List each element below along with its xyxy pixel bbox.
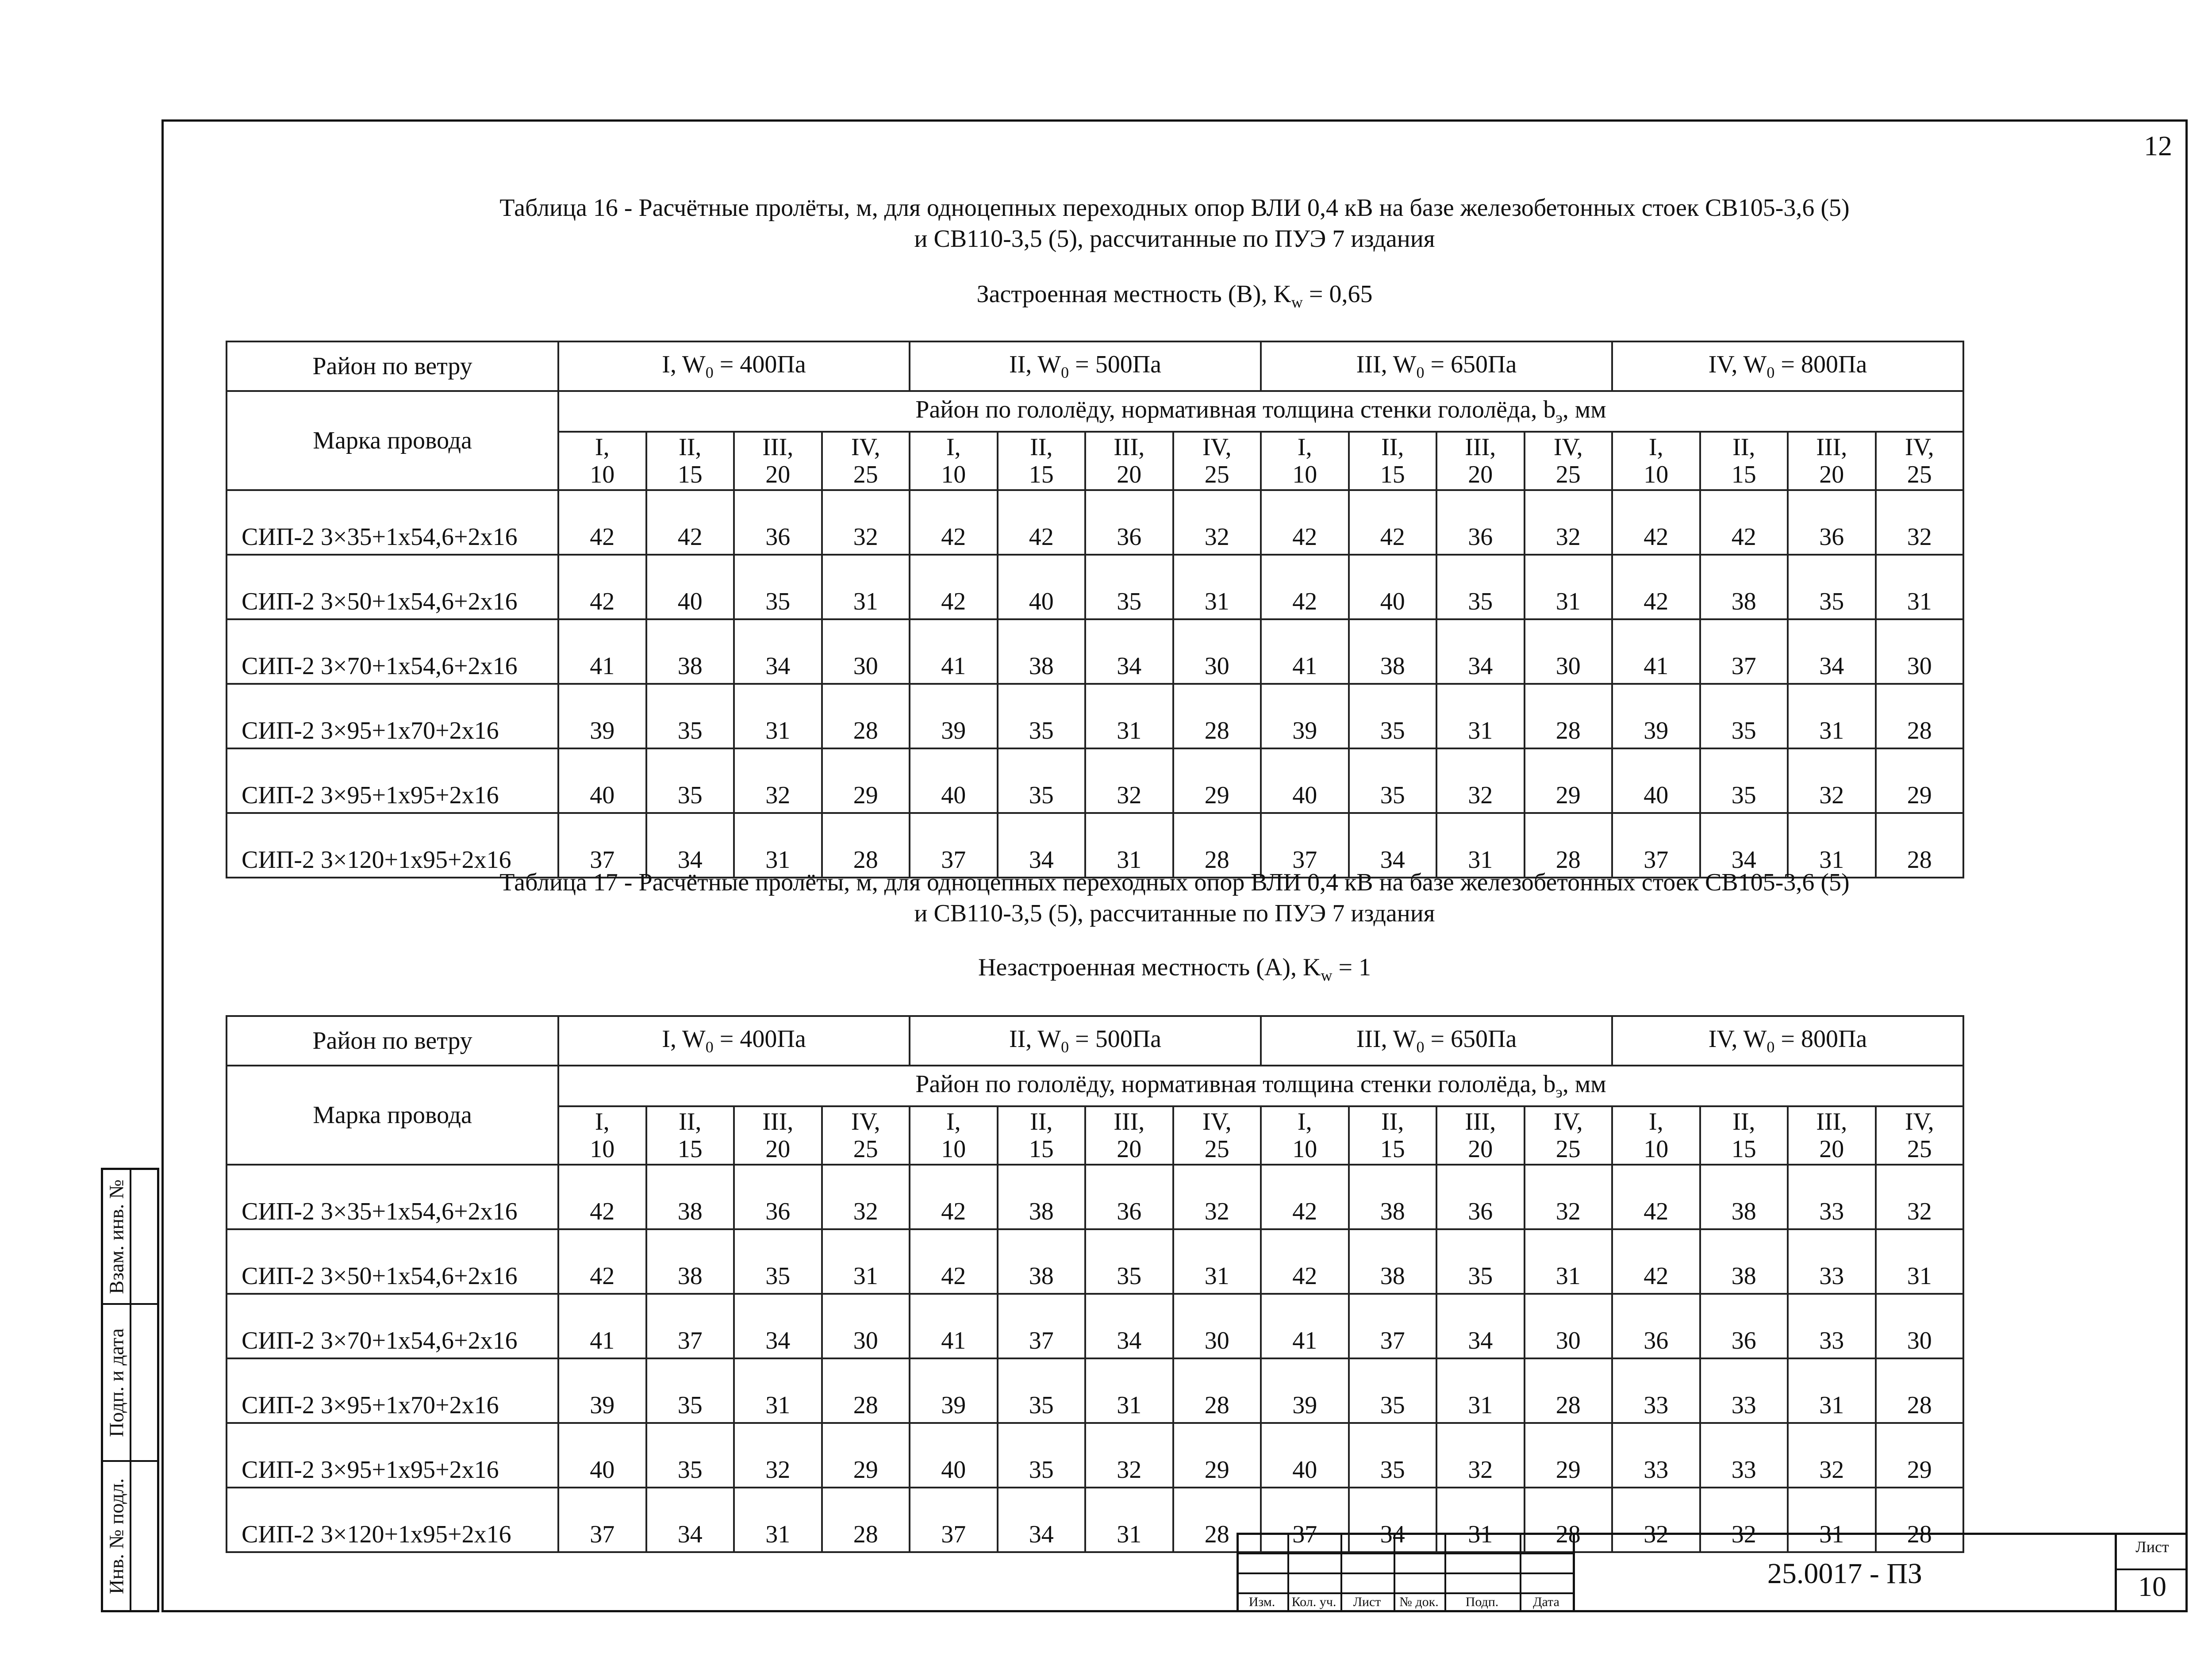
span-value-cell: 32 (1173, 1165, 1261, 1229)
table-row (227, 748, 1963, 813)
span-value-cell: 35 (646, 748, 734, 813)
span-value-cell: 42 (910, 555, 998, 619)
span-value-cell: 28 (1525, 1358, 1613, 1423)
table17-caption-line1: Таблица 17 - Расчётные пролёты, м, для одноцепных переходных опор ВЛИ 0,4 кВ на базе железобетонных стоек СВ105-3,6 (5) (499, 869, 1850, 896)
span-value-cell: 29 (1525, 748, 1613, 813)
ice-subcolumn-header: III, 20 (1436, 1106, 1525, 1165)
span-value-cell: 37 (1612, 813, 1700, 878)
wire-mark-cell: СИП-2 3×120+1х95+2х16 (227, 1488, 558, 1552)
wind-group-header: III, $W_0 = 650Па$ (1261, 341, 1612, 391)
span-value-cell: 41 (910, 1294, 998, 1358)
span-value-cell: 40 (910, 1423, 998, 1488)
table16-terrain: Застроенная местность (В), $K_w = 0,65$ (976, 280, 1373, 311)
tb-label-sheet: Лист (1353, 1595, 1381, 1609)
sheet-box (2115, 1533, 2188, 1612)
span-value-cell: 30 (1876, 619, 1964, 684)
span-value-cell: 34 (1788, 619, 1876, 684)
span-value-cell: 34 (734, 1294, 822, 1358)
span-value-cell: 31 (1788, 1358, 1876, 1423)
span-value-cell: 35 (1436, 1229, 1525, 1294)
span-value-cell: 31 (734, 1488, 822, 1552)
wire-mark-header: Марка провода (227, 1066, 558, 1165)
span-value-cell: 38 (998, 1229, 1086, 1294)
span-value-cell: 37 (1700, 619, 1788, 684)
span-value-cell: 30 (1525, 619, 1613, 684)
span-value-cell: 34 (1349, 813, 1437, 878)
wire-mark-cell: СИП-2 3×70+1х54,6+2х16 (227, 619, 558, 684)
span-value-cell: 38 (998, 1165, 1086, 1229)
ice-subcolumn-header: IV, 25 (1876, 1106, 1964, 1165)
span-value-cell: 28 (1876, 684, 1964, 748)
span-value-cell: 31 (1876, 555, 1964, 619)
span-value-cell: 35 (1349, 1358, 1437, 1423)
document-code: 25.0017 - ПЗ (1573, 1533, 2115, 1612)
span-value-cell: 35 (1788, 555, 1876, 619)
span-value-cell: 38 (646, 1229, 734, 1294)
span-value-cell: 31 (1788, 1488, 1876, 1552)
span-value-cell: 28 (1525, 1488, 1613, 1552)
span-value-cell: 41 (558, 1294, 646, 1358)
span-value-cell: 32 (1876, 1165, 1964, 1229)
ice-subcolumn-header: II, 15 (1700, 1106, 1788, 1165)
span-value-cell: 36 (1436, 1165, 1525, 1229)
span-value-cell: 36 (1085, 1165, 1173, 1229)
span-value-cell: 31 (1788, 813, 1876, 878)
table-row (227, 684, 1963, 748)
strip-cell-replacement (103, 1170, 157, 1305)
span-value-cell: 31 (734, 813, 822, 878)
span-value-cell: 40 (998, 555, 1086, 619)
strip-cell-inventory (103, 1462, 157, 1610)
ice-subcolumn-header: II, 15 (1349, 1106, 1437, 1165)
table16-caption (164, 192, 2185, 254)
span-value-cell: 35 (646, 1423, 734, 1488)
span-value-cell: 40 (1349, 555, 1437, 619)
span-value-cell: 42 (1349, 490, 1437, 555)
wire-mark-cell: СИП-2 3×95+1х70+2х16 (227, 684, 558, 748)
wind-group-header: III, $W_0 = 650Па$ (1261, 1016, 1612, 1066)
table-row (227, 490, 1963, 555)
tb-label-sign: Подп. (1465, 1595, 1499, 1609)
strip-cell-signature (103, 1305, 157, 1462)
drawing-frame (161, 119, 2188, 1612)
span-value-cell: 28 (1173, 1488, 1261, 1552)
table16-caption-line2: и СВ110-3,5 (5), рассчитанные по ПУЭ 7 издания (914, 225, 1435, 253)
span-value-cell: 40 (1612, 748, 1700, 813)
span-value-cell: 32 (1788, 748, 1876, 813)
span-value-cell: 30 (1173, 619, 1261, 684)
title-block-grid (1237, 1533, 1573, 1612)
table17-caption (164, 867, 2185, 929)
span-value-cell: 31 (734, 684, 822, 748)
span-value-cell: 41 (1261, 1294, 1349, 1358)
span-value-cell: 28 (822, 813, 910, 878)
span-value-cell: 39 (1612, 684, 1700, 748)
span-value-cell: 35 (998, 684, 1086, 748)
span-value-cell: 33 (1612, 1358, 1700, 1423)
sheet-number: 10 (2138, 1571, 2166, 1602)
tb-label-count: Кол. уч. (1291, 1595, 1336, 1609)
ice-subcolumn-header: III, 20 (734, 432, 822, 490)
span-value-cell: 32 (1612, 1488, 1700, 1552)
table16 (226, 341, 1964, 878)
span-value-cell: 37 (910, 1488, 998, 1552)
span-value-cell: 42 (558, 555, 646, 619)
span-value-cell: 37 (1261, 813, 1349, 878)
ice-subcolumn-header: II, 15 (646, 1106, 734, 1165)
table-row (227, 1423, 1963, 1488)
table-row (227, 1358, 1963, 1423)
ice-subcolumn-header: II, 15 (998, 1106, 1086, 1165)
span-value-cell: 37 (910, 813, 998, 878)
wind-group-header: I, $W_0 = 400Па$ (558, 1016, 910, 1066)
span-value-cell: 34 (1700, 813, 1788, 878)
wire-mark-cell: СИП-2 3×95+1х95+2х16 (227, 748, 558, 813)
span-value-cell: 42 (1612, 555, 1700, 619)
ice-subcolumn-header: III, 20 (1085, 432, 1173, 490)
span-value-cell: 35 (1436, 555, 1525, 619)
ice-region-header: Район по гололёду, нормативная толщина стенки гололёда, $b_э$, мм (558, 1066, 1963, 1106)
span-value-cell: 34 (734, 619, 822, 684)
span-value-cell: 28 (1173, 684, 1261, 748)
span-value-cell: 33 (1700, 1423, 1788, 1488)
span-value-cell: 39 (558, 684, 646, 748)
span-value-cell: 32 (734, 1423, 822, 1488)
span-value-cell: 28 (1876, 1488, 1964, 1552)
tb-label-change: Изм. (1248, 1595, 1275, 1609)
span-value-cell: 35 (998, 1358, 1086, 1423)
span-value-cell: 38 (1349, 1229, 1437, 1294)
span-value-cell: 42 (558, 1229, 646, 1294)
span-value-cell: 41 (1612, 619, 1700, 684)
span-value-cell: 41 (1261, 619, 1349, 684)
ice-subcolumn-header: III, 20 (1788, 1106, 1876, 1165)
ice-subcolumn-header: III, 20 (1085, 1106, 1173, 1165)
span-value-cell: 35 (1085, 1229, 1173, 1294)
span-value-cell: 37 (1349, 1294, 1437, 1358)
span-value-cell: 35 (646, 1358, 734, 1423)
span-value-cell: 29 (1876, 1423, 1964, 1488)
span-value-cell: 29 (1173, 748, 1261, 813)
ice-subcolumn-header: IV, 25 (822, 432, 910, 490)
span-value-cell: 39 (1261, 1358, 1349, 1423)
span-value-cell: 35 (734, 1229, 822, 1294)
span-value-cell: 32 (1173, 490, 1261, 555)
ice-subcolumn-header: I, 10 (1612, 432, 1700, 490)
span-value-cell: 42 (1700, 490, 1788, 555)
wire-mark-cell: СИП-2 3×95+1х70+2х16 (227, 1358, 558, 1423)
span-value-cell: 32 (1525, 490, 1613, 555)
span-value-cell: 42 (1261, 1229, 1349, 1294)
ice-subcolumn-header: IV, 25 (1876, 432, 1964, 490)
span-value-cell: 42 (1261, 555, 1349, 619)
span-value-cell: 31 (822, 555, 910, 619)
span-value-cell: 42 (1612, 490, 1700, 555)
wind-group-header: IV, $W_0 = 800Па$ (1612, 341, 1963, 391)
ice-subcolumn-header: I, 10 (1612, 1106, 1700, 1165)
span-value-cell: 31 (1436, 684, 1525, 748)
span-value-cell: 38 (1349, 1165, 1437, 1229)
wire-mark-header: Марка провода (227, 391, 558, 490)
span-value-cell: 29 (1876, 748, 1964, 813)
span-value-cell: 32 (1876, 490, 1964, 555)
span-value-cell: 29 (822, 1423, 910, 1488)
span-value-cell: 36 (1788, 490, 1876, 555)
span-value-cell: 31 (734, 1358, 822, 1423)
table-row (227, 1229, 1963, 1294)
span-value-cell: 29 (822, 748, 910, 813)
wire-mark-cell: СИП-2 3×35+1х54,6+2х16 (227, 1165, 558, 1229)
span-value-cell: 31 (1788, 684, 1876, 748)
ice-subcolumn-header: I, 10 (1261, 432, 1349, 490)
ice-subcolumn-header: I, 10 (910, 432, 998, 490)
span-value-cell: 34 (1436, 1294, 1525, 1358)
span-value-cell: 35 (1349, 1423, 1437, 1488)
span-value-cell: 33 (1788, 1294, 1876, 1358)
span-value-cell: 31 (1173, 1229, 1261, 1294)
span-value-cell: 39 (910, 1358, 998, 1423)
ice-subcolumn-header: I, 10 (910, 1106, 998, 1165)
span-value-cell: 35 (1349, 684, 1437, 748)
table17-caption-line2: и СВ110-3,5 (5), рассчитанные по ПУЭ 7 издания (914, 900, 1435, 927)
span-value-cell: 42 (1612, 1165, 1700, 1229)
span-value-cell: 42 (910, 1165, 998, 1229)
ice-subcolumn-header: IV, 25 (1525, 1106, 1613, 1165)
wire-mark-cell: СИП-2 3×50+1х54,6+2х16 (227, 1229, 558, 1294)
span-value-cell: 36 (1436, 490, 1525, 555)
span-value-cell: 33 (1612, 1423, 1700, 1488)
span-value-cell: 30 (822, 619, 910, 684)
span-value-cell: 32 (1700, 1488, 1788, 1552)
span-value-cell: 29 (1525, 1423, 1613, 1488)
span-value-cell: 36 (1700, 1294, 1788, 1358)
span-value-cell: 39 (910, 684, 998, 748)
table-row (227, 619, 1963, 684)
span-value-cell: 35 (998, 1423, 1086, 1488)
span-value-cell: 35 (1085, 555, 1173, 619)
table16-caption-line1: Таблица 16 - Расчётные пролёты, м, для одноцепных переходных опор ВЛИ 0,4 кВ на базе железобетонных стоек СВ105-3,6 (5) (499, 194, 1850, 222)
span-value-cell: 30 (1876, 1294, 1964, 1358)
span-value-cell: 33 (1788, 1229, 1876, 1294)
span-value-cell: 33 (1700, 1358, 1788, 1423)
span-value-cell: 38 (1700, 1165, 1788, 1229)
ice-subcolumn-header: III, 20 (1788, 432, 1876, 490)
span-value-cell: 38 (646, 619, 734, 684)
span-value-cell: 32 (1085, 748, 1173, 813)
span-value-cell: 28 (1525, 684, 1613, 748)
wire-mark-cell: СИП-2 3×50+1х54,6+2х16 (227, 555, 558, 619)
span-value-cell: 32 (1525, 1165, 1613, 1229)
ice-subcolumn-header: I, 10 (1261, 1106, 1349, 1165)
span-value-cell: 39 (1261, 684, 1349, 748)
wind-group-header: I, $W_0 = 400Па$ (558, 341, 910, 391)
wire-mark-cell: СИП-2 3×120+1х95+2х16 (227, 813, 558, 878)
span-value-cell: 32 (822, 1165, 910, 1229)
ice-region-header: Район по гололёду, нормативная толщина стенки гололёда, $b_э$, мм (558, 391, 1963, 432)
wind-group-header: II, $W_0 = 500Па$ (910, 341, 1261, 391)
span-value-cell: 37 (998, 1294, 1086, 1358)
ice-subcolumn-header: II, 15 (1700, 432, 1788, 490)
span-value-cell: 31 (822, 1229, 910, 1294)
span-value-cell: 31 (1525, 1229, 1613, 1294)
span-value-cell: 28 (1876, 813, 1964, 878)
span-value-cell: 31 (1085, 684, 1173, 748)
table17-terrain: Незастроенная местность (А), $K_w = 1$ (978, 954, 1371, 985)
span-value-cell: 40 (910, 748, 998, 813)
span-value-cell: 41 (910, 619, 998, 684)
span-value-cell: 42 (646, 490, 734, 555)
span-value-cell: 32 (1788, 1423, 1876, 1488)
span-value-cell: 32 (822, 490, 910, 555)
span-value-cell: 32 (1436, 1423, 1525, 1488)
span-value-cell: 38 (1700, 1229, 1788, 1294)
span-value-cell: 38 (1349, 619, 1437, 684)
wind-group-header: IV, $W_0 = 800Па$ (1612, 1016, 1963, 1066)
span-value-cell: 31 (1085, 1488, 1173, 1552)
tb-label-docnum: № док. (1399, 1595, 1439, 1609)
span-value-cell: 29 (1173, 1423, 1261, 1488)
span-value-cell: 30 (1525, 1294, 1613, 1358)
span-value-cell: 37 (1261, 1488, 1349, 1552)
span-value-cell: 31 (1525, 555, 1613, 619)
span-value-cell: 32 (1085, 1423, 1173, 1488)
span-value-cell: 42 (998, 490, 1086, 555)
span-value-cell: 28 (1173, 813, 1261, 878)
ice-subcolumn-header: II, 15 (1349, 432, 1437, 490)
span-value-cell: 34 (998, 813, 1086, 878)
span-value-cell: 31 (1436, 813, 1525, 878)
ice-subcolumn-header: I, 10 (558, 1106, 646, 1165)
ice-subcolumn-header: II, 15 (998, 432, 1086, 490)
span-value-cell: 28 (822, 1358, 910, 1423)
span-value-cell: 31 (1085, 813, 1173, 878)
wind-region-header: Район по ветру (227, 1016, 558, 1066)
strip-label-inventory: Инв. № подл. (105, 1478, 128, 1594)
span-value-cell: 41 (558, 619, 646, 684)
span-value-cell: 38 (998, 619, 1086, 684)
span-value-cell: 31 (1876, 1229, 1964, 1294)
title-block (1237, 1533, 2188, 1612)
ice-subcolumn-header: II, 15 (646, 432, 734, 490)
span-value-cell: 33 (1788, 1165, 1876, 1229)
span-value-cell: 40 (558, 748, 646, 813)
span-value-cell: 38 (1700, 555, 1788, 619)
span-value-cell: 40 (558, 1423, 646, 1488)
page-number: 12 (2144, 130, 2172, 161)
span-value-cell: 34 (1085, 619, 1173, 684)
binding-strip (101, 1168, 159, 1612)
span-value-cell: 42 (558, 1165, 646, 1229)
span-value-cell: 36 (734, 490, 822, 555)
span-value-cell: 35 (1700, 684, 1788, 748)
span-value-cell: 42 (1612, 1229, 1700, 1294)
span-value-cell: 28 (1876, 1358, 1964, 1423)
span-value-cell: 32 (1436, 748, 1525, 813)
span-value-cell: 42 (910, 1229, 998, 1294)
span-value-cell: 34 (1436, 619, 1525, 684)
span-value-cell: 28 (822, 1488, 910, 1552)
ice-subcolumn-header: I, 10 (558, 432, 646, 490)
wind-region-header: Район по ветру (227, 341, 558, 391)
span-value-cell: 42 (558, 490, 646, 555)
wire-mark-cell: СИП-2 3×95+1х95+2х16 (227, 1423, 558, 1488)
span-value-cell: 34 (1085, 1294, 1173, 1358)
span-value-cell: 31 (1436, 1488, 1525, 1552)
span-value-cell: 28 (1173, 1358, 1261, 1423)
span-value-cell: 30 (822, 1294, 910, 1358)
table-row (227, 555, 1963, 619)
span-value-cell: 42 (1261, 490, 1349, 555)
span-value-cell: 40 (646, 555, 734, 619)
span-value-cell: 35 (998, 748, 1086, 813)
span-value-cell: 37 (558, 1488, 646, 1552)
table-row (227, 1165, 1963, 1229)
span-value-cell: 36 (1612, 1294, 1700, 1358)
span-value-cell: 28 (1525, 813, 1613, 878)
ice-subcolumn-header: III, 20 (734, 1106, 822, 1165)
sheet-label: Лист (2117, 1538, 2188, 1570)
span-value-cell: 35 (646, 684, 734, 748)
ice-subcolumn-header: IV, 25 (822, 1106, 910, 1165)
span-value-cell: 34 (1349, 1488, 1437, 1552)
ice-subcolumn-header: IV, 25 (1525, 432, 1613, 490)
span-value-cell: 40 (1261, 748, 1349, 813)
ice-subcolumn-header: IV, 25 (1173, 432, 1261, 490)
span-value-cell: 35 (734, 555, 822, 619)
wind-group-header: II, $W_0 = 500Па$ (910, 1016, 1261, 1066)
span-value-cell: 36 (734, 1165, 822, 1229)
wire-mark-cell: СИП-2 3×35+1х54,6+2х16 (227, 490, 558, 555)
tb-label-date: Дата (1533, 1595, 1559, 1609)
span-value-cell: 42 (1261, 1165, 1349, 1229)
span-value-cell: 34 (998, 1488, 1086, 1552)
span-value-cell: 31 (1085, 1358, 1173, 1423)
ice-subcolumn-header: III, 20 (1436, 432, 1525, 490)
span-value-cell: 42 (910, 490, 998, 555)
span-value-cell: 36 (1085, 490, 1173, 555)
span-value-cell: 31 (1436, 1358, 1525, 1423)
span-value-cell: 28 (822, 684, 910, 748)
table17 (226, 1015, 1964, 1553)
span-value-cell: 34 (646, 1488, 734, 1552)
span-value-cell: 38 (646, 1165, 734, 1229)
span-value-cell: 39 (558, 1358, 646, 1423)
span-value-cell: 34 (646, 813, 734, 878)
span-value-cell: 30 (1173, 1294, 1261, 1358)
table-row (227, 1294, 1963, 1358)
span-value-cell: 37 (646, 1294, 734, 1358)
wire-mark-cell: СИП-2 3×70+1х54,6+2х16 (227, 1294, 558, 1358)
span-value-cell: 32 (734, 748, 822, 813)
span-value-cell: 40 (1261, 1423, 1349, 1488)
span-value-cell: 37 (558, 813, 646, 878)
span-value-cell: 35 (1700, 748, 1788, 813)
strip-label-signature: Подп. и дата (105, 1328, 128, 1437)
ice-subcolumn-header: IV, 25 (1173, 1106, 1261, 1165)
span-value-cell: 35 (1349, 748, 1437, 813)
span-value-cell: 31 (1173, 555, 1261, 619)
strip-label-replacement: Взам. инв. № (105, 1179, 128, 1294)
